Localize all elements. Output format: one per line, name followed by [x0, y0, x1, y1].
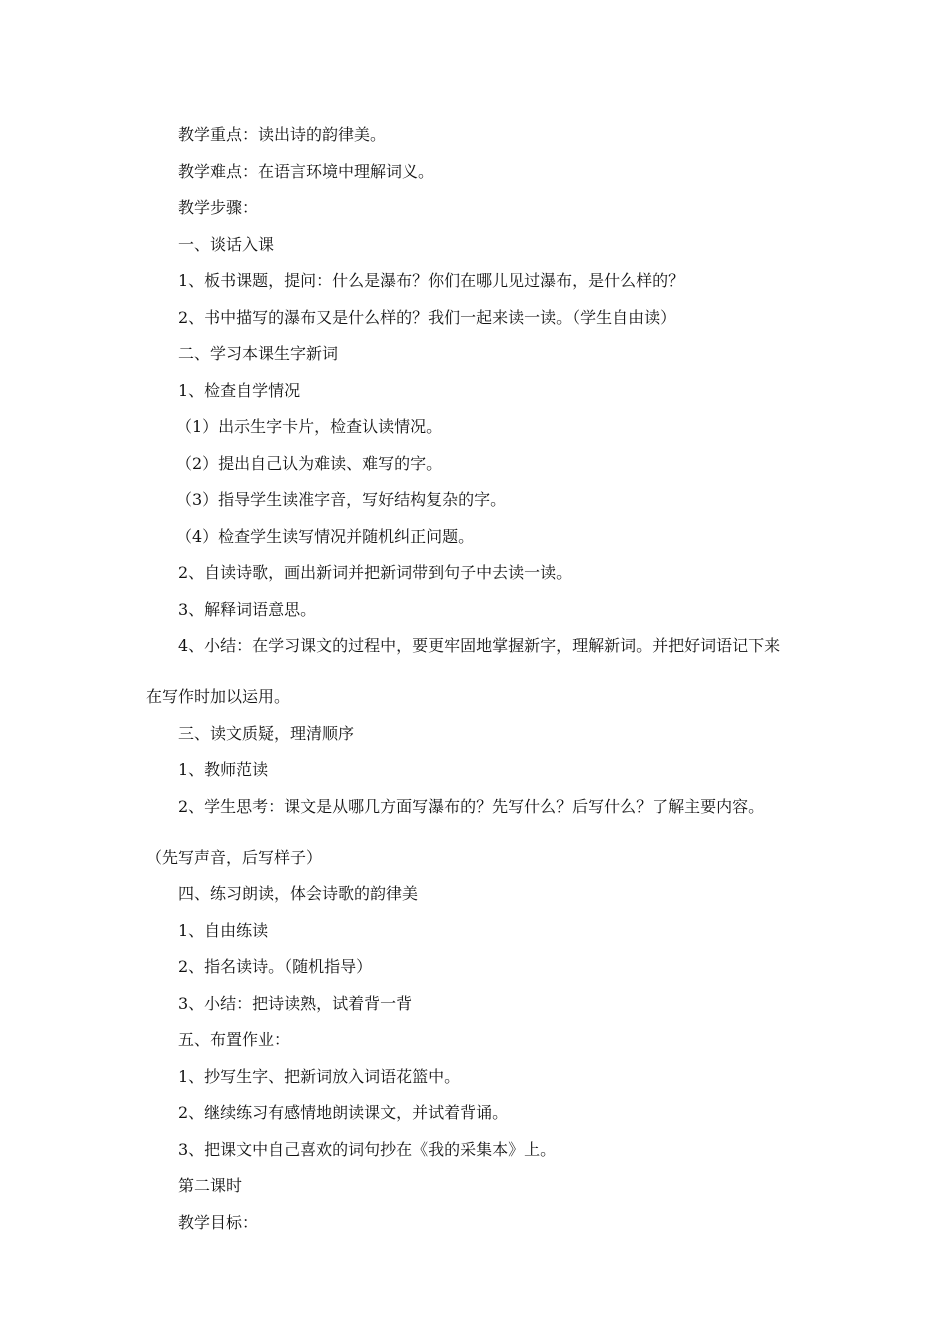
text-line: 教学重点：读出诗的韵律美。 — [178, 125, 387, 144]
section-heading: 五、布置作业： — [178, 1030, 291, 1049]
text-line: 2、书中描写的瀑布又是什么样的？我们一起来读一读。（学生自由读） — [178, 307, 677, 327]
text-line: 1、教师范读 — [178, 760, 269, 779]
section-heading: 四、练习朗读，体会诗歌的韵律美 — [178, 884, 419, 903]
text-line: 3、小结：把诗读熟，试着背一背 — [178, 993, 413, 1013]
text-line: 教学目标： — [178, 1212, 259, 1232]
text-line: 3、解释词语意思。 — [178, 599, 317, 619]
section-heading: 一、谈话入课 — [178, 234, 275, 254]
lesson-heading: 第二课时 — [178, 1176, 243, 1195]
text-line: 3、把课文中自己喜欢的词句抄在《我的采集本》上。 — [178, 1139, 557, 1159]
text-line: 2、指名读诗。（随机指导） — [178, 957, 373, 976]
text-line: 1、板书课题，提问：什么是瀑布？你们在哪儿见过瀑布，是什么样的？ — [178, 271, 685, 290]
text-line: 1、检查自学情况 — [178, 380, 301, 400]
text-line: 教学步骤： — [178, 198, 259, 217]
document-body — [146, 124, 812, 1248]
text-line: （2）提出自己认为难读、难写的字。 — [176, 453, 443, 473]
text-line: 2、自读诗歌，画出新词并把新词带到句子中去读一读。 — [178, 563, 573, 582]
text-line: 教学难点：在语言环境中理解词义。 — [178, 161, 435, 181]
text-line: （3）指导学生读准字音，写好结构复杂的字。 — [176, 490, 507, 509]
text-line: 1、自由练读 — [178, 920, 269, 940]
section-heading: 三、读文质疑，理清顺序 — [178, 723, 355, 743]
text-line-continuation: （先写声音，后写样子） — [146, 847, 323, 867]
text-line: （4）检查学生读写情况并随机纠正问题。 — [176, 526, 475, 546]
text-line: （1）出示生字卡片，检查认读情况。 — [176, 417, 443, 436]
text-line: 4、小结：在学习课文的过程中，要更牢固地掌握新字，理解新词。并把好词语记下来 — [178, 636, 781, 655]
text-line: 2、学生思考：课文是从哪几方面写瀑布的？先写什么？后写什么？了解主要内容。 — [178, 796, 765, 816]
text-line: 2、继续练习有感情地朗读课文，并试着背诵。 — [178, 1103, 509, 1122]
text-line: 1、抄写生字、把新词放入词语花篮中。 — [178, 1066, 461, 1086]
text-line-continuation: 在写作时加以运用。 — [146, 687, 291, 706]
section-heading: 二、学习本课生字新词 — [178, 344, 339, 363]
